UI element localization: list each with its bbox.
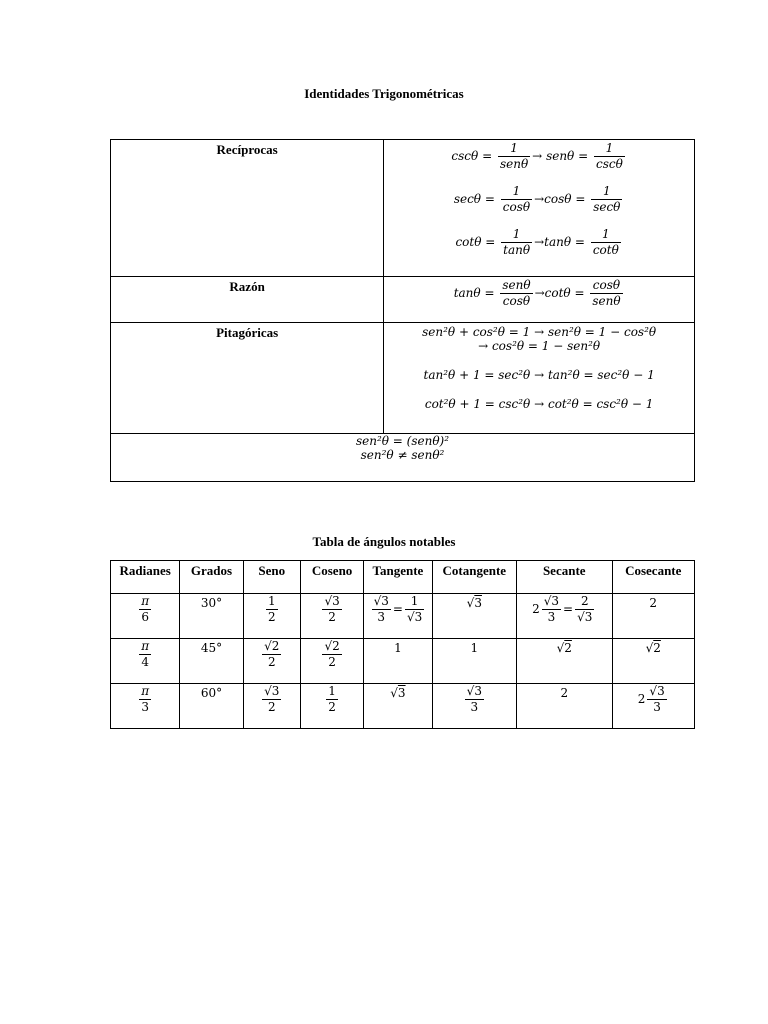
- fraction: [501, 227, 532, 258]
- equals: =: [578, 149, 589, 163]
- denominator: 3: [141, 700, 149, 714]
- note-cell: [111, 434, 695, 482]
- equals: =: [574, 235, 585, 249]
- cell-radianes: [111, 684, 180, 729]
- fraction: [542, 594, 561, 625]
- formula-tan-cot: [384, 278, 694, 309]
- cell-seno: [243, 594, 300, 639]
- numerator: 1: [591, 227, 621, 243]
- fraction: [266, 594, 278, 625]
- pitagoricas-formulas: [384, 323, 695, 434]
- denominator: cosθ: [502, 294, 531, 308]
- numerator: π: [141, 594, 150, 608]
- radicand: 3: [414, 610, 423, 624]
- cell-grados: 30°: [180, 594, 243, 639]
- formula-sec: [384, 184, 694, 215]
- denominator: 3: [547, 610, 556, 624]
- denominator: 2: [267, 610, 276, 624]
- cell-secante: √2: [517, 639, 612, 684]
- header-coseno: Coseno: [300, 561, 363, 594]
- cell-radianes: [111, 639, 180, 684]
- reciprocas-label: Recíprocas: [111, 140, 384, 277]
- header-radianes: Radianes: [111, 561, 180, 594]
- denominator: senθ: [592, 294, 621, 308]
- numerator: √3: [649, 684, 665, 698]
- tan-term: tanθ: [544, 235, 572, 249]
- cell-grados: 45°: [180, 639, 243, 684]
- numerator: 1: [328, 684, 336, 698]
- fraction: [498, 141, 530, 172]
- fraction: [262, 639, 281, 670]
- denominator: √3: [577, 610, 593, 624]
- formula-pit1b: → cos²θ = 1 − sen²θ: [478, 339, 601, 353]
- numerator: √3: [466, 684, 482, 698]
- radicand: 3: [474, 596, 482, 610]
- denominator: 2: [328, 610, 336, 624]
- cell-tangente: [364, 594, 432, 639]
- formula-csc: [384, 141, 694, 172]
- pitagoricas-row: [111, 323, 695, 434]
- arrow: →: [534, 192, 545, 206]
- numerator: 1: [498, 141, 530, 157]
- equals: =: [484, 192, 495, 206]
- table-row: [111, 684, 695, 729]
- fraction: [647, 684, 666, 715]
- denominator: 6: [141, 610, 149, 624]
- radicand: 2: [271, 639, 280, 653]
- formula-pit1a: sen²θ + cos²θ = 1 → sen²θ = 1 − cos²θ: [422, 325, 657, 339]
- numerator: 1: [501, 184, 532, 200]
- equals: =: [482, 149, 493, 163]
- cell-grados: 60°: [180, 684, 243, 729]
- cell-cosecante: [612, 684, 695, 729]
- fraction: [139, 639, 151, 670]
- denominator: cotθ: [592, 243, 619, 257]
- note-2: sen²θ ≠ senθ²: [360, 448, 445, 462]
- equals: =: [563, 602, 574, 616]
- table-row: [111, 639, 695, 684]
- numerator: 1: [591, 184, 622, 200]
- note-1: sen²θ = (senθ)²: [355, 434, 450, 448]
- fraction: [591, 227, 621, 258]
- fraction: [322, 639, 341, 670]
- coefficient: 2: [532, 602, 540, 616]
- notable-table-title: Tabla de ángulos notables: [312, 534, 456, 549]
- radicand: 3: [474, 684, 482, 698]
- denominator: 2: [328, 655, 336, 669]
- radicand: 3: [657, 684, 665, 698]
- numerator: √3: [373, 594, 389, 608]
- cot-term: cotθ: [455, 235, 482, 249]
- numerator: senθ: [502, 278, 531, 292]
- cell-cosecante: √2: [612, 639, 695, 684]
- cell-tangente: √3: [364, 684, 432, 729]
- fraction: [322, 594, 341, 625]
- coefficient: 2: [637, 692, 646, 706]
- radicand: 3: [271, 684, 280, 698]
- equals: =: [485, 235, 496, 249]
- tan-term: tanθ: [453, 286, 481, 300]
- denominator: cscθ: [596, 157, 623, 171]
- denominator: 2: [267, 700, 276, 714]
- numerator: √2: [264, 639, 280, 653]
- cell-seno: [243, 684, 300, 729]
- radicand: 2: [653, 641, 661, 655]
- cell-cotangente: [432, 684, 516, 729]
- equals: =: [392, 602, 403, 616]
- denominator: 4: [141, 655, 149, 669]
- formula-pit2: tan²θ + 1 = sec²θ → tan²θ = sec²θ − 1: [423, 368, 655, 382]
- numerator: √3: [264, 684, 280, 698]
- cell-secante: 2: [517, 684, 612, 729]
- cell-cotangente: √3: [432, 594, 516, 639]
- cos-term: cosθ: [544, 192, 572, 206]
- identities-table: [110, 139, 695, 482]
- cell-secante: [517, 594, 612, 639]
- fraction: [372, 594, 391, 625]
- equals: =: [574, 286, 585, 300]
- numerator: 1: [267, 594, 276, 608]
- reciprocas-row: [111, 140, 695, 277]
- fraction: [139, 684, 151, 715]
- header-tangente: Tangente: [364, 561, 432, 594]
- numerator: π: [141, 639, 150, 653]
- fraction: [591, 184, 622, 215]
- radicand: 3: [551, 594, 560, 608]
- sec-term: secθ: [453, 192, 482, 206]
- denominator: 3: [470, 700, 479, 714]
- fraction: [500, 278, 532, 309]
- denominator: 3: [377, 610, 386, 624]
- razon-formulas: [384, 277, 695, 323]
- header-seno: Seno: [243, 561, 300, 594]
- equals: =: [484, 286, 495, 300]
- denominator: √3: [406, 610, 423, 624]
- radicand: 3: [381, 594, 389, 608]
- numerator: 2: [575, 594, 594, 610]
- fraction: [405, 594, 424, 625]
- numerator: √3: [543, 594, 560, 608]
- denominator: tanθ: [503, 243, 531, 257]
- cell-cotangente: 1: [432, 639, 516, 684]
- header-grados: Grados: [180, 561, 243, 594]
- fraction: [501, 184, 532, 215]
- formula-pit3: cot²θ + 1 = csc²θ → cot²θ = csc²θ − 1: [424, 397, 654, 411]
- numerator: 1: [405, 594, 424, 610]
- arrow: →: [534, 286, 545, 300]
- fraction: [262, 684, 281, 715]
- fraction: [575, 594, 594, 625]
- fraction: [326, 684, 338, 715]
- denominator: senθ: [499, 157, 529, 171]
- fraction: [590, 278, 622, 309]
- fraction: [139, 594, 151, 625]
- denominator: 2: [267, 655, 276, 669]
- numerator: √3: [324, 594, 340, 608]
- sen-term: senθ: [546, 149, 575, 163]
- cell-radianes: [111, 594, 180, 639]
- numerator: √2: [324, 639, 340, 653]
- cell-tangente: 1: [364, 639, 432, 684]
- numerator: 1: [501, 227, 532, 243]
- note-row: [111, 434, 695, 482]
- fraction: [465, 684, 484, 715]
- numerator: cosθ: [590, 278, 622, 294]
- denominator: 2: [328, 700, 336, 714]
- denominator: secθ: [593, 200, 621, 214]
- arrow: →: [532, 149, 543, 163]
- cell-cosecante: 2: [612, 594, 695, 639]
- fraction: [594, 141, 625, 172]
- table-row: [111, 594, 695, 639]
- cell-coseno: [300, 684, 363, 729]
- radicand: 3: [584, 610, 593, 624]
- page-title: Identidades Trigonométricas: [304, 86, 464, 101]
- radicand: 2: [332, 639, 340, 653]
- csc-term: cscθ: [451, 149, 479, 163]
- header-secante: Secante: [517, 561, 612, 594]
- radicand: 3: [397, 686, 406, 700]
- reciprocas-formulas: [384, 140, 695, 277]
- header-cosecante: Cosecante: [612, 561, 695, 594]
- notable-angles-table: [110, 560, 695, 729]
- cell-seno: [243, 639, 300, 684]
- razon-row: [111, 277, 695, 323]
- header-cotangente: Cotangente: [432, 561, 516, 594]
- numerator: π: [141, 684, 150, 698]
- header-row: [111, 561, 695, 594]
- razon-label: Razón: [111, 277, 384, 323]
- denominator: 3: [653, 700, 661, 714]
- equals: =: [575, 192, 586, 206]
- formula-cot: [384, 227, 694, 258]
- arrow: →: [534, 235, 545, 249]
- pitagoricas-label: Pitagóricas: [111, 323, 384, 434]
- numerator: 1: [594, 141, 625, 157]
- radicand: 3: [332, 594, 340, 608]
- cell-coseno: [300, 594, 363, 639]
- cot-term: cotθ: [544, 286, 571, 300]
- denominator: cosθ: [502, 200, 531, 214]
- radicand: 2: [564, 641, 572, 655]
- cell-coseno: [300, 639, 363, 684]
